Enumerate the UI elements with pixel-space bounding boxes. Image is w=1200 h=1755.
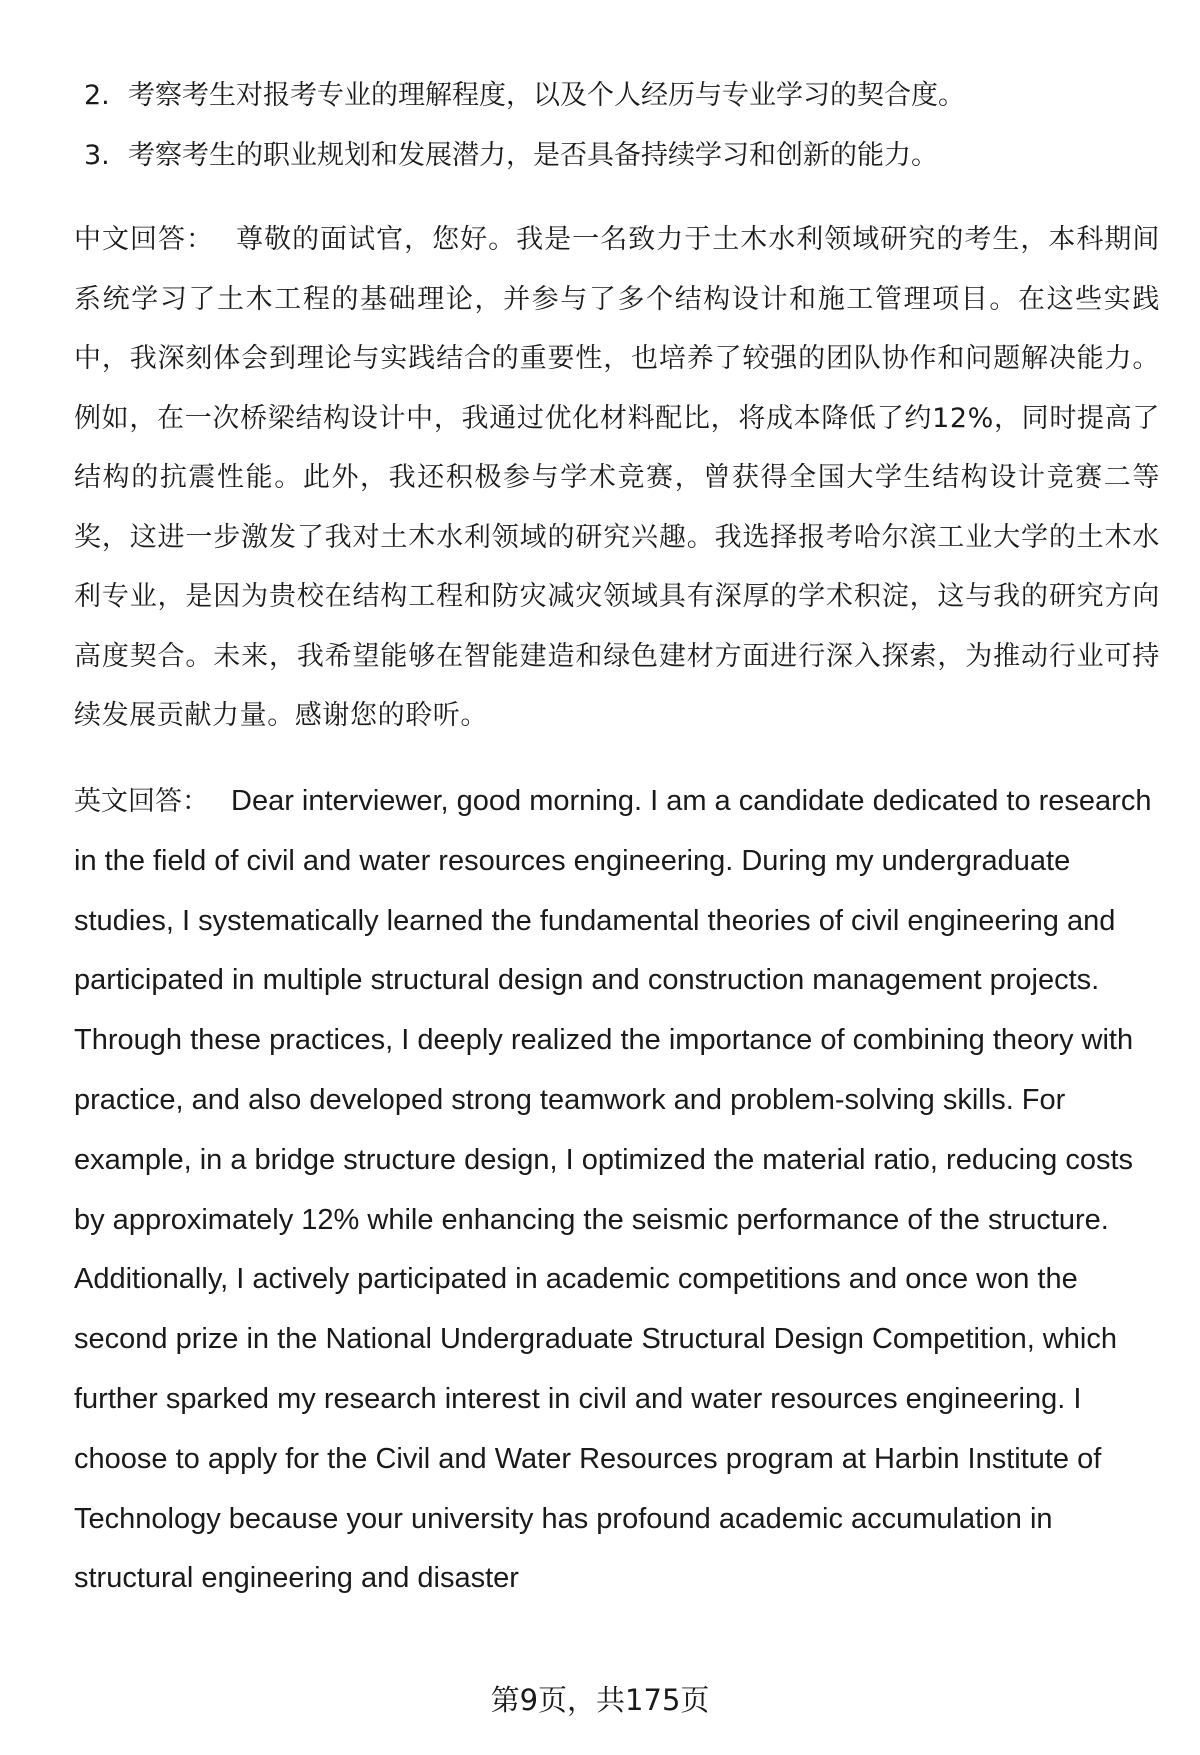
criteria-list bbox=[84, 66, 1144, 186]
chinese-answer-label: 中文回答： bbox=[74, 224, 215, 255]
list-item-number: 2. bbox=[84, 80, 110, 111]
list-item-text: 考察考生的职业规划和发展潜力，是否具备持续学习和创新的能力。 bbox=[128, 140, 938, 171]
page-number-footer: 第9页，共175页 bbox=[490, 1683, 710, 1717]
english-answer-text: Dear interviewer, good morning. I am a candidate dedicated to research in the field of civil and water resources engineering. During my undergraduate studies, I systematically learned the fundamental theories of civil engineering and participated in multiple structural design and construction management projects. Through these practices, I deeply realized the importance of combining theory with practice, and also developed strong teamwork and problem-solving skills. For example, in a bridge structure design, I optimized the material ratio, reducing costs by approximately 12% while enhancing the seismic performance of the structure. Additionally, I actively participated in academic competitions and once won the second prize in the National Undergraduate Structural Design Competition, which further sparked my research interest in civil and water resources engineering. I choose to apply for the Civil and Water Resources program at Harbin Institute of Technology because your university has profound academic accumulation in structural engineering and disaster bbox=[74, 785, 1152, 1595]
list-item-text: 考察考生对报考专业的理解程度，以及个人经历与专业学习的契合度。 bbox=[128, 80, 965, 111]
chinese-answer-text: 尊敬的面试官，您好。我是一名致力于土木水利领域研究的考生，本科期间系统学习了土木工程的基础理论，并参与了多个结构设计和施工管理项目。在这些实践中，我深刻体会到理论与实践结合的重要性，也培养了较强的团队协作和问题解决能力。例如，在一次桥梁结构设计中，我通过优化材料配比，将成本降低了约12%，同时提高了结构的抗震性能。此外，我还积极参与学术竞赛，曾获得全国大学生结构设计竞赛二等奖，这进一步激发了我对土木水利领域的研究兴趣。我选择报考哈尔滨工业大学的土木水利专业，是因为贵校在结构工程和防灾减灾领域具有深厚的学术积淀，这与我的研究方向高度契合。未来，我希望能够在智能建造和绿色建材方面进行深入探索，为推动行业可持续发展贡献力量。感谢您的聆听。 bbox=[74, 224, 1160, 731]
list-item bbox=[84, 126, 1144, 186]
list-item bbox=[84, 66, 1144, 126]
english-answer bbox=[74, 772, 1160, 1609]
english-answer-label: 英文回答： bbox=[74, 786, 209, 817]
chinese-answer bbox=[74, 210, 1160, 746]
list-item-number: 3. bbox=[84, 140, 110, 171]
